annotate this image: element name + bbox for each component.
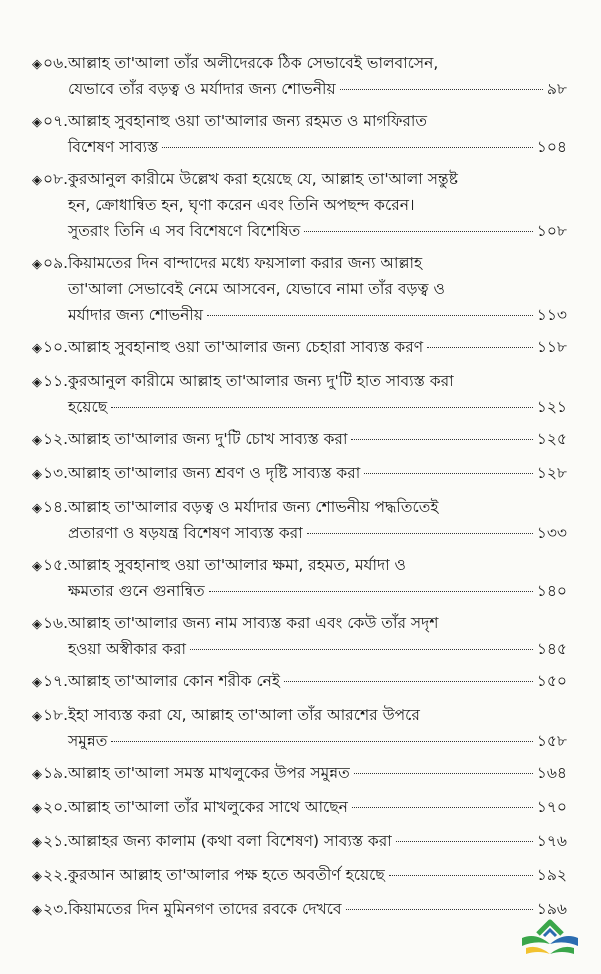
entry-number: ◈ ১৬. — [32, 610, 70, 638]
entry-title-line: সমুন্নত — [68, 732, 108, 750]
toc-entry — [32, 368, 567, 426]
entry-line — [68, 394, 567, 420]
entry-line — [68, 134, 567, 160]
entry-line — [68, 862, 567, 888]
entry-title-line: প্রতারণা ও ষড়যন্ত্র বিশেষণ সাব্যস্ত করা — [68, 524, 303, 542]
page-number: ১২৫ — [536, 430, 567, 448]
entry-number: ◈ ১৪. — [32, 494, 70, 522]
entry-number: ◈ ১১. — [32, 368, 70, 396]
dot-leader — [307, 533, 533, 534]
entry-number: ◈ ০৯. — [32, 250, 70, 278]
dot-leader — [111, 407, 533, 408]
table-of-contents — [32, 50, 567, 930]
entry-line — [68, 460, 567, 486]
entry-number: ◈ ১০. — [32, 334, 70, 362]
toc-entry — [32, 426, 567, 460]
entry-number: ◈ ২২. — [32, 862, 70, 890]
entry-number: ◈ ০৭. — [32, 108, 70, 136]
page-number: ১০৪ — [536, 138, 567, 156]
entry-number: ◈ ১৮. — [32, 702, 70, 730]
page-number: ১৭৬ — [536, 832, 567, 850]
page-number: ১৯৬ — [536, 900, 567, 918]
entry-line — [68, 728, 567, 754]
toc-entry — [32, 828, 567, 862]
entry-number: ◈ ১৩. — [32, 460, 70, 488]
page-number: ১৩৩ — [536, 524, 567, 542]
entry-line: আল্লাহ সুবহানাহু ওয়া তা'আলার ক্ষমা, রহমত, মর্যাদা ও — [68, 556, 406, 574]
dot-leader — [346, 909, 533, 910]
entry-title-line: হয়েছে — [68, 398, 108, 416]
entry-title-line: মর্যাদার জন্য শোভনীয় — [68, 306, 203, 324]
entry-line — [68, 520, 567, 546]
dot-leader — [162, 147, 532, 148]
entry-number: ◈ ০৮. — [32, 166, 70, 194]
entry-line — [68, 794, 567, 820]
entry-title-line: কুরআন আল্লাহ তা'আলার পক্ষ হতে অবতীর্ণ হয়েছে — [68, 866, 385, 884]
dot-leader — [351, 439, 532, 440]
entry-title-line: আল্লাহ তা'আলা সমস্ত মাখলুকের উপর সমুন্নত — [68, 764, 350, 782]
entry-line: আল্লাহ তা'আলা তাঁর অলীদেরকে ঠিক সেভাবেই ভালবাসেন, — [68, 54, 439, 72]
entry-line: কিয়ামতের দিন বান্দাদের মধ্যে ফয়সালা করার জন্য আল্লাহ — [68, 254, 423, 272]
toc-entry — [32, 896, 567, 930]
entry-title-line: আল্লাহ তা'আলা তাঁর মাখলুকের সাথে আছেন — [68, 798, 348, 816]
toc-entry — [32, 250, 567, 334]
entry-line — [68, 76, 567, 102]
toc-entry — [32, 460, 567, 494]
entry-line — [68, 578, 567, 604]
toc-entry — [32, 334, 567, 368]
toc-entry — [32, 862, 567, 896]
entry-title-line: হওয়া অস্বীকার করা — [68, 640, 187, 658]
page-number: ১৫০ — [536, 672, 567, 690]
page-number: ১৬৪ — [536, 764, 567, 782]
dot-leader — [352, 807, 533, 808]
entry-line — [68, 760, 567, 786]
entry-line — [68, 218, 567, 244]
page-number: ১৪৫ — [536, 640, 567, 658]
toc-entry — [32, 50, 567, 108]
entry-line — [68, 426, 567, 452]
dot-leader — [209, 591, 533, 592]
toc-entry — [32, 552, 567, 610]
entry-number: ◈ ২১. — [32, 828, 70, 856]
dot-leader — [340, 89, 543, 90]
entry-number: ◈ ১২. — [32, 426, 70, 454]
entry-title-line: বিশেষণ সাব্যস্ত — [68, 138, 159, 156]
toc-entry — [32, 108, 567, 166]
logo-book-bottom-left — [526, 947, 550, 954]
entry-line: ইহা সাব্যস্ত করা যে, আল্লাহ তা'আলা তাঁর আরশের উপরে — [68, 706, 420, 724]
dot-leader — [364, 473, 533, 474]
toc-entry — [32, 166, 567, 250]
page-number: ১৫৮ — [536, 732, 567, 750]
entry-title-line: সুতরাং তিনি এ সব বিশেষণে বিশেষিত — [68, 222, 301, 240]
entry-line — [68, 636, 567, 662]
dot-leader — [111, 741, 532, 742]
entry-title-line: যেভাবে তাঁর বড়ত্ব ও মর্যাদার জন্য শোভনীয় — [68, 80, 336, 98]
page-number: ১১৩ — [536, 306, 567, 324]
dot-leader — [304, 231, 533, 232]
page-number: ১৪০ — [536, 582, 567, 600]
toc-entry — [32, 794, 567, 828]
page-number: ১০৮ — [536, 222, 567, 240]
logo-book-left — [522, 936, 550, 946]
publisher-logo — [518, 912, 582, 964]
page-number: ১২১ — [536, 398, 567, 416]
entry-number: ◈ ২৩. — [32, 896, 70, 924]
dot-leader — [207, 315, 533, 316]
entry-title-line: আল্লাহ তা'আলার জন্য দু'টি চোখ সাব্যস্ত করা — [68, 430, 348, 448]
page-number: ১৯২ — [536, 866, 567, 884]
entry-line — [68, 668, 567, 694]
entry-line: কুরআনুল কারীমে আল্লাহ তা'আলার জন্য দু'টি হাত সাব্যস্ত করা — [68, 372, 454, 390]
logo-book-bottom-right — [550, 947, 574, 954]
dot-leader — [396, 841, 533, 842]
toc-entry — [32, 610, 567, 668]
toc-entry — [32, 760, 567, 794]
entry-line — [68, 896, 567, 922]
logo-inner-roof — [544, 930, 556, 936]
entry-number: ◈ ১৫. — [32, 552, 70, 580]
entry-number: ◈ ১৭. — [32, 668, 70, 696]
toc-entry — [32, 494, 567, 552]
toc-entry — [32, 702, 567, 760]
page-number: ১৭০ — [536, 798, 567, 816]
entry-line: কুরআনুল কারীমে উল্লেখ করা হয়েছে যে, আল্লাহ তা'আলা সন্তুষ্ট — [68, 170, 458, 188]
entry-line: হন, ক্রোধান্বিত হন, ঘৃণা করেন এবং তিনি অপছন্দ করেন। — [68, 196, 415, 214]
entry-line: আল্লাহ তা'আলার জন্য নাম সাব্যস্ত করা এবং কেউ তাঁর সদৃশ — [68, 614, 439, 632]
dot-leader — [427, 347, 533, 348]
dot-leader — [284, 681, 533, 682]
entry-title-line: ক্ষমতার গুনে গুনান্বিত — [68, 582, 205, 600]
entry-number: ◈ ২০. — [32, 794, 70, 822]
page-number: ৯৮ — [546, 80, 567, 98]
entry-title-line: কিয়ামতের দিন মুমিনগণ তাদের রবকে দেখবে — [68, 900, 342, 918]
entry-line — [68, 828, 567, 854]
entry-line — [68, 302, 567, 328]
toc-entry — [32, 668, 567, 702]
page-number: ১১৮ — [536, 338, 567, 356]
entry-title-line: আল্লাহ তা'আলার জন্য শ্রবণ ও দৃষ্টি সাব্যস্ত করা — [68, 464, 361, 482]
entry-title-line: আল্লাহ তা'আলার কোন শরীক নেই — [68, 672, 280, 690]
dot-leader — [190, 649, 533, 650]
entry-number: ◈ ১৯. — [32, 760, 70, 788]
entry-line: আল্লাহ সুবহানাহু ওয়া তা'আলার জন্য রহমত ও মাগফিরাত — [68, 112, 428, 130]
entry-line: আল্লাহ তা'আলার বড়ত্ব ও মর্যাদার জন্য শোভনীয় পদ্ধতিতেই — [68, 498, 439, 516]
entry-line — [68, 334, 567, 360]
entry-title-line: আল্লাহ সুবহানাহু ওয়া তা'আলার জন্য চেহারা সাব্যস্ত করণ — [68, 338, 424, 356]
entry-number: ◈ ০৬. — [32, 50, 70, 78]
entry-title-line: আল্লাহর জন্য কালাম (কথা বলা বিশেষণ) সাব্যস্ত করা — [68, 832, 392, 850]
logo-book-right — [550, 936, 578, 946]
page-number: ১২৮ — [536, 464, 567, 482]
dot-leader — [354, 773, 533, 774]
dot-leader — [389, 875, 533, 876]
entry-line: তা'আলা সেভাবেই নেমে আসবেন, যেভাবে নামা তাঁর বড়ত্ব ও — [68, 280, 445, 298]
